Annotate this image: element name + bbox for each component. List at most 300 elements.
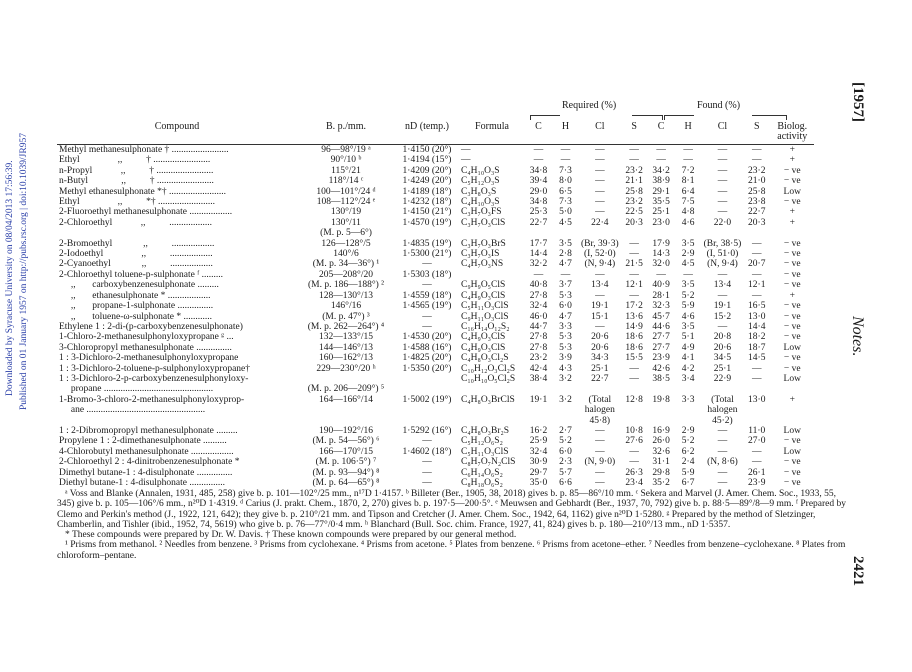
- found-cl-cell: 13·4: [713, 280, 732, 291]
- activity-cell: Low: [783, 342, 801, 353]
- activity-cell: +: [789, 394, 795, 405]
- found-s-cell: 14·4: [748, 321, 766, 332]
- nd-cell: —: [422, 457, 432, 468]
- found-c-cell: 32·6: [652, 446, 670, 457]
- found-s-cell: —: [752, 457, 762, 468]
- header-found-cl: Cl: [702, 108, 744, 145]
- found-s-cell: 18·2: [748, 332, 766, 343]
- bp-cell: 128—130°/13: [319, 290, 373, 301]
- req-c-cell: 34·8: [529, 165, 548, 176]
- table-row: [57, 197, 814, 207]
- req-c-cell: 34·8: [529, 197, 548, 208]
- req-cl-cell: —: [595, 446, 605, 457]
- activity-cell: − ve: [783, 197, 801, 208]
- req-s-cell: 10·8: [625, 425, 643, 436]
- year-label: [1957]: [850, 82, 866, 122]
- req-cl-cell: —: [595, 269, 605, 280]
- bp-cell: 96—98°/19 ᵃ: [321, 145, 371, 155]
- found-c-cell: —: [656, 155, 666, 166]
- activity-cell: Low: [783, 425, 801, 436]
- req-cl-cell: 34·3: [591, 353, 609, 364]
- found-c-cell: 35·2: [652, 478, 670, 488]
- found-cl-cell: (N, 9·4): [707, 259, 738, 270]
- req-cl-cell: (N, 9·0): [584, 457, 616, 468]
- nd-cell: 1·5350 (20°): [402, 363, 452, 374]
- formula-cell: C₅H₁₁O₃ClS: [461, 301, 509, 312]
- formula-cell: C₄H₈O₃BrClS: [461, 394, 515, 405]
- req-cl-cell: (Br, 39·3): [581, 238, 619, 249]
- nd-cell: 1·4570 (19°): [402, 217, 452, 228]
- activity-cell: +: [789, 217, 795, 228]
- compound-cell: 2-Chloroethyl toluene-p-sulphonate ᶠ .........: [59, 269, 223, 280]
- table-row: [57, 332, 814, 342]
- found-h-cell: 4·6: [681, 311, 695, 322]
- req-c-cell: 44·7: [529, 321, 548, 332]
- req-h-cell: 5·3: [559, 290, 572, 301]
- formula-cell: C₁₀H₁₀O₅Cl₂S: [461, 373, 516, 384]
- req-c-cell: 17·7: [529, 238, 548, 249]
- table-row: [57, 145, 814, 156]
- found-c-cell: 25·1: [652, 207, 670, 218]
- activity-cell: +: [789, 207, 795, 218]
- bp-cell: 144—146°/13: [319, 342, 373, 353]
- req-c-cell: 27·8: [529, 332, 548, 343]
- found-h-cell: 8·1: [681, 176, 695, 187]
- formula-cell: C₈H₁₈O₆S₂: [461, 478, 503, 488]
- req-s-cell: [621, 416, 648, 426]
- found-cl-cell: halogen: [707, 405, 738, 416]
- req-s-cell: 13·6: [625, 311, 643, 322]
- activity-cell: [770, 405, 814, 415]
- found-cl-cell: —: [717, 478, 728, 488]
- bp-cell: 229—230°/20 ʰ: [316, 363, 376, 374]
- found-cl-cell: 19·1: [713, 301, 732, 312]
- req-c-cell: 25·9: [529, 436, 548, 447]
- found-header: Found (%): [697, 100, 741, 111]
- compound-cell: 2-Iodoethyl ,, ..................: [59, 249, 213, 260]
- compound-cell: 3-Chloropropyl methanesulphonate ...............: [59, 342, 232, 353]
- req-c-cell: [525, 228, 552, 238]
- req-s-cell: —: [629, 457, 639, 468]
- found-h-cell: 6·4: [681, 186, 695, 197]
- req-cl-cell: 20·6: [591, 342, 609, 353]
- bp-cell: (M. p. 64—65°) ⁸: [312, 478, 380, 488]
- found-s-cell: 23·9: [748, 478, 766, 488]
- req-s-cell: —: [629, 290, 639, 301]
- table-row: [57, 187, 814, 197]
- compound-cell: 2-Chloroethyl 2 : 4-dinitrobenzenesulphonate *: [59, 457, 240, 468]
- req-h-cell: —: [560, 155, 571, 166]
- req-s-cell: 18·6: [625, 342, 643, 353]
- activity-cell: Low: [783, 446, 801, 457]
- found-cl-cell: 20·6: [713, 342, 732, 353]
- found-s-cell: 23·2: [748, 165, 766, 176]
- found-h-cell: 5·2: [681, 436, 695, 447]
- nd-cell: 1·4150 (21°): [402, 207, 452, 218]
- req-c-cell: —: [533, 145, 544, 155]
- found-cl-cell: 15·2: [713, 311, 732, 322]
- found-s-cell: 21·0: [748, 176, 766, 187]
- compound-cell: 2-Chloroethyl ,, ..................: [59, 217, 213, 228]
- req-s-cell: 22·5: [625, 207, 643, 218]
- formula-cell: [459, 416, 525, 426]
- found-h-cell: 6·7: [681, 478, 695, 488]
- req-h-cell: 3·2: [559, 394, 572, 405]
- footnote-preparation: * These compounds were prepared by Dr. W. Davis. † These known compounds were prepared by our general method.: [65, 530, 517, 541]
- formula-cell: C₄H₉O₃ClS: [461, 332, 506, 343]
- req-cl-cell: 22·4: [591, 217, 609, 228]
- compound-cell: Ethylene 1 : 2-di-(p-carboxybenzenesulphonate): [59, 321, 243, 332]
- table-row: [57, 468, 814, 478]
- table-row: [57, 364, 814, 374]
- bp-cell: (M. p. 5—6°): [320, 228, 372, 239]
- download-watermark: [2, 0, 36, 560]
- found-s-cell: 20·7: [748, 259, 766, 270]
- req-c-cell: —: [533, 155, 544, 166]
- header-nd: nD (temp.): [395, 108, 459, 145]
- bp-cell: 132—133°/15: [319, 332, 373, 343]
- formula-cell: C₄H₁₀O₃S: [461, 165, 500, 176]
- nd-cell: 1·4559 (18°): [402, 290, 452, 301]
- found-h-cell: 4·5: [681, 259, 695, 270]
- table-row: [57, 259, 814, 269]
- req-s-cell: —: [629, 446, 639, 457]
- formula-cell: C₉H₉O₅ClS: [461, 280, 506, 291]
- header-formula: Formula: [459, 108, 525, 145]
- req-s-cell: 23·4: [625, 478, 643, 488]
- found-h-cell: 5·1: [681, 332, 695, 343]
- req-h-cell: 7·3: [559, 197, 572, 208]
- table-row: [57, 447, 814, 457]
- bp-cell: 166—170°/15: [319, 446, 373, 457]
- bp-cell: 160—162°/13: [319, 353, 373, 364]
- activity-cell: − ve: [783, 353, 801, 364]
- compound-cell: 2-Fluoroethyl methanesulphonate ..................: [59, 207, 233, 218]
- found-s-cell: 20·3: [748, 217, 766, 228]
- req-h-cell: 4·7: [559, 311, 572, 322]
- compound-cell: Methyl ethanesulphonate *† ........................: [59, 186, 227, 197]
- req-cl-cell: —: [595, 425, 605, 436]
- header-req-cl: Cl: [579, 108, 621, 145]
- req-h-cell: 5·2: [559, 436, 572, 447]
- compound-cell: ,, carboxybenzenesulphonate .........: [59, 280, 219, 291]
- found-h-cell: 4·9: [681, 342, 695, 353]
- found-s-cell: 11·0: [748, 425, 766, 436]
- found-cl-cell: (N, 8·6): [707, 457, 738, 468]
- found-c-cell: 27·7: [652, 342, 670, 353]
- activity-cell: Low: [783, 373, 801, 384]
- nd-cell: —: [422, 280, 432, 291]
- nd-cell: 1·4825 (20°): [402, 353, 452, 364]
- formula-cell: C₄H₈O₃Cl₂S: [461, 353, 509, 364]
- found-s-cell: 26·1: [748, 467, 766, 478]
- formula-cell: [459, 405, 525, 415]
- table-body: [57, 145, 814, 489]
- bp-cell: 108—112°/24 ᵉ: [316, 197, 376, 208]
- req-h-cell: 8·0: [559, 176, 572, 187]
- activity-cell: − ve: [783, 436, 801, 447]
- found-s-cell: 25·8: [748, 186, 766, 197]
- formula-cell: [459, 384, 525, 394]
- header-bp: B. p./mm.: [297, 108, 395, 145]
- bp-cell: 90°/10 ᵇ: [330, 155, 362, 166]
- found-s-cell: —: [752, 373, 762, 384]
- found-c-cell: 38·9: [652, 176, 670, 187]
- req-cl-cell: (I, 52·0): [583, 249, 616, 260]
- compound-cell: Ethyl ,, † ........................: [59, 155, 211, 166]
- req-h-cell: 3·2: [559, 373, 572, 384]
- found-s-cell: 18·7: [748, 342, 766, 353]
- activity-cell: − ve: [783, 301, 801, 312]
- found-cl-cell: —: [717, 467, 728, 478]
- nd-cell: —: [422, 321, 432, 332]
- nd-cell: —: [422, 311, 432, 322]
- nd-cell: 1·4209 (20°): [402, 165, 452, 176]
- found-h-cell: 2·4: [681, 457, 695, 468]
- found-c-cell: 29·8: [652, 467, 670, 478]
- req-cl-cell: —: [595, 321, 605, 332]
- req-s-cell: 27·6: [625, 436, 643, 447]
- req-h-cell: [552, 228, 579, 238]
- found-s-cell: [743, 384, 770, 394]
- req-s-cell: [621, 384, 648, 394]
- table-row: [57, 239, 814, 249]
- table-row: [57, 280, 814, 290]
- req-h-cell: 2·7: [559, 425, 572, 436]
- req-h-cell: 3·5: [559, 238, 572, 249]
- nd-cell: 1·4565 (19°): [402, 301, 452, 312]
- found-h-cell: 3·5: [681, 238, 695, 249]
- activity-cell: [770, 228, 814, 238]
- formula-cell: C₃H₇O₃BrS: [461, 238, 506, 249]
- activity-cell: − ve: [783, 321, 801, 332]
- header-found-s: S: [743, 108, 770, 145]
- compound-cell: ,, propane-1-sulphonate ...............: [59, 301, 214, 312]
- req-c-cell: 29·7: [529, 467, 548, 478]
- nd-cell: 1·4602 (18°): [402, 446, 452, 457]
- formula-cell: C₅H₁₂O₆S₂: [461, 436, 503, 447]
- found-h-cell: 3·5: [681, 321, 695, 332]
- nd-cell: 1·4588 (16°): [402, 342, 452, 353]
- table-row: [57, 395, 814, 405]
- found-cl-cell: (Br, 38·5): [703, 238, 742, 249]
- found-c-cell: [648, 416, 675, 426]
- formula-cell: C₃H₇O₃ClS: [461, 217, 506, 228]
- table-row: [57, 270, 814, 280]
- req-s-cell: —: [629, 373, 639, 384]
- compound-cell: 2-Cyanoethyl ,, ..................: [59, 259, 213, 270]
- req-s-cell: —: [629, 363, 639, 374]
- req-h-cell: 4·7: [559, 259, 572, 270]
- table-row: [57, 426, 814, 436]
- compound-cell: 1-Chloro-2-methanesulphonyloxypropane ᵍ ...: [59, 332, 234, 343]
- req-h-cell: 2·8: [559, 249, 572, 260]
- found-s-cell: [743, 405, 770, 415]
- footnotes: [57, 489, 847, 561]
- nd-cell: [395, 384, 459, 394]
- bp-cell: [297, 374, 395, 384]
- found-h-cell: 4·2: [681, 363, 695, 374]
- found-c-cell: [648, 384, 675, 394]
- compound-cell: ,, ethanesulphonate * ..................: [59, 290, 211, 301]
- found-h-cell: 5·9: [681, 301, 695, 312]
- found-h-cell: [675, 384, 702, 394]
- page-number: 2421: [850, 556, 866, 586]
- header-found-h: H: [675, 108, 702, 145]
- compound-cell: 1 : 3-Dichloro-2-methanesulphonyloxypropane: [59, 353, 239, 364]
- req-c-cell: 19·1: [529, 394, 548, 405]
- req-s-cell: 12·8: [625, 394, 643, 405]
- formula-cell: C₄H₈O₃Br₂S: [461, 425, 510, 436]
- req-c-cell: [525, 384, 552, 394]
- req-c-cell: 30·9: [529, 457, 548, 468]
- req-c-cell: 32·4: [529, 446, 548, 457]
- req-s-cell: —: [629, 269, 639, 280]
- table-row: [57, 176, 814, 186]
- header-req-s: S: [621, 108, 648, 145]
- table-row: [57, 218, 814, 228]
- req-h-cell: —: [560, 145, 571, 155]
- found-s-cell: 13·0: [748, 311, 766, 322]
- formula-cell: C₄H₉O₃ClS: [461, 290, 506, 301]
- compound-cell: 4-Chlorobutyl methanesulphonate ..................: [59, 446, 234, 457]
- req-s-cell: 21·1: [625, 176, 643, 187]
- table-row: [57, 353, 814, 363]
- formula-cell: —: [461, 145, 471, 155]
- req-c-cell: 35·0: [529, 478, 548, 488]
- req-s-cell: 25·8: [625, 186, 643, 197]
- found-h-cell: 2·9: [681, 249, 695, 260]
- found-c-cell: [648, 228, 675, 238]
- nd-cell: —: [422, 467, 432, 478]
- bp-cell: (M. p. 34—36°) ¹: [312, 259, 380, 270]
- table-row: [57, 166, 814, 176]
- table-row: [57, 384, 814, 394]
- req-c-cell: 22·7: [529, 217, 548, 228]
- found-cl-cell: (I, 51·0): [706, 249, 739, 260]
- req-cl-cell: —: [595, 176, 605, 187]
- compound-cell: Ethyl ,, *† ........................: [59, 197, 215, 208]
- table-row: [57, 478, 814, 488]
- table-row: [57, 312, 814, 322]
- bp-cell: (M. p. 47°) ³: [322, 311, 370, 322]
- activity-cell: − ve: [783, 457, 801, 468]
- req-h-cell: [552, 405, 579, 415]
- formula-cell: C₁₀H₁₂O₃Cl₂S: [461, 363, 516, 374]
- req-h-cell: 4·3: [559, 363, 572, 374]
- req-cl-cell: —: [595, 186, 605, 197]
- formula-cell: C₁₆H₁₄O₁₂S₂: [461, 321, 510, 332]
- req-cl-cell: —: [595, 467, 605, 478]
- found-s-cell: 14·5: [748, 353, 766, 364]
- found-h-cell: 6·2: [681, 446, 695, 457]
- req-h-cell: 5·7: [559, 467, 572, 478]
- found-s-cell: 12·1: [748, 280, 766, 291]
- activity-cell: [770, 384, 814, 394]
- found-cl-cell: 34·5: [713, 353, 732, 364]
- bp-cell: 126—128°/5: [321, 238, 371, 249]
- activity-cell: − ve: [783, 176, 801, 187]
- req-s-cell: —: [629, 249, 639, 260]
- nd-cell: 1·5303 (18°): [402, 269, 452, 280]
- found-c-cell: 32·0: [652, 259, 670, 270]
- table-row: [57, 405, 814, 415]
- req-cl-cell: (Total: [588, 394, 612, 405]
- nd-cell: 1·4530 (20°): [402, 332, 452, 343]
- formula-cell: C₆H₁₄O₆S₂: [461, 467, 503, 478]
- found-c-cell: 17·9: [652, 238, 670, 249]
- bp-cell: (M. p. 206—209°) ⁵: [307, 384, 385, 395]
- compound-cell: ane ..................................................: [59, 405, 206, 416]
- req-h-cell: 7·3: [559, 165, 572, 176]
- req-h-cell: 6·6: [559, 478, 572, 488]
- req-s-cell: 15·5: [625, 353, 643, 364]
- nd-cell: —: [422, 436, 432, 447]
- table-row: [57, 301, 814, 311]
- req-s-cell: 23·2: [625, 165, 643, 176]
- nd-cell: —: [422, 478, 432, 488]
- found-h-cell: 4·6: [681, 217, 695, 228]
- bp-cell: (M. p. 54—56°) ⁶: [312, 436, 380, 447]
- req-c-cell: 14·4: [529, 249, 548, 260]
- found-cl-cell: —: [717, 145, 728, 155]
- compound-cell: 2-Bromoethyl ,, ..................: [59, 238, 215, 249]
- found-h-cell: 4·8: [681, 207, 695, 218]
- req-c-cell: 29·0: [529, 186, 548, 197]
- req-cl-cell: —: [595, 197, 605, 208]
- found-s-cell: —: [752, 269, 762, 280]
- formula-cell: C₈H₇O₇N₂ClS: [461, 457, 516, 468]
- formula-cell: C₃H₇O₃FS: [461, 207, 502, 218]
- header-activity: Biolog. activity: [770, 108, 814, 145]
- table-row: [57, 322, 814, 332]
- bp-cell: 146°/16: [330, 301, 362, 312]
- required-header: Required (%): [562, 100, 617, 111]
- found-cl-cell: —: [717, 155, 728, 166]
- formula-cell: C₃H₇O₃IS: [461, 249, 500, 260]
- nd-cell: 1·4150 (20°): [402, 145, 452, 155]
- compound-cell: n-Butyl ,, † ........................: [59, 176, 214, 187]
- activity-cell: − ve: [783, 467, 801, 478]
- found-cl-cell: —: [717, 207, 728, 218]
- nd-cell: 1·4249 (20°): [402, 176, 452, 187]
- found-c-cell: 26·0: [652, 436, 670, 447]
- bp-cell: 130°/11: [331, 217, 361, 228]
- req-h-cell: 2·3: [559, 457, 572, 468]
- found-cl-cell: 22·9: [713, 373, 732, 384]
- compound-cell: Propylene 1 : 2-dimethanesulphonate ..........: [59, 436, 227, 447]
- found-h-cell: 7·2: [681, 165, 695, 176]
- found-cl-cell: 25·1: [713, 363, 732, 374]
- activity-cell: − ve: [783, 259, 801, 270]
- nd-cell: 1·5002 (19°): [402, 394, 452, 405]
- activity-cell: − ve: [783, 311, 801, 322]
- compound-cell: Diethyl butane-1 : 4-disulphonate ...............: [59, 478, 225, 488]
- table-row: [57, 457, 814, 467]
- req-cl-cell: (N, 9·4): [584, 259, 616, 270]
- req-cl-cell: 13·4: [591, 280, 609, 291]
- req-c-cell: 32·4: [529, 301, 548, 312]
- activity-cell: − ve: [783, 280, 801, 291]
- req-s-cell: 23·2: [625, 197, 643, 208]
- found-s-cell: —: [752, 238, 762, 249]
- found-cl-cell: —: [717, 186, 728, 197]
- compound-cell: Methyl methanesulphonate † ........................: [59, 145, 229, 155]
- activity-cell: +: [789, 145, 795, 155]
- found-c-cell: 16·9: [652, 425, 670, 436]
- found-cl-cell: —: [717, 321, 728, 332]
- activity-cell: − ve: [783, 165, 801, 176]
